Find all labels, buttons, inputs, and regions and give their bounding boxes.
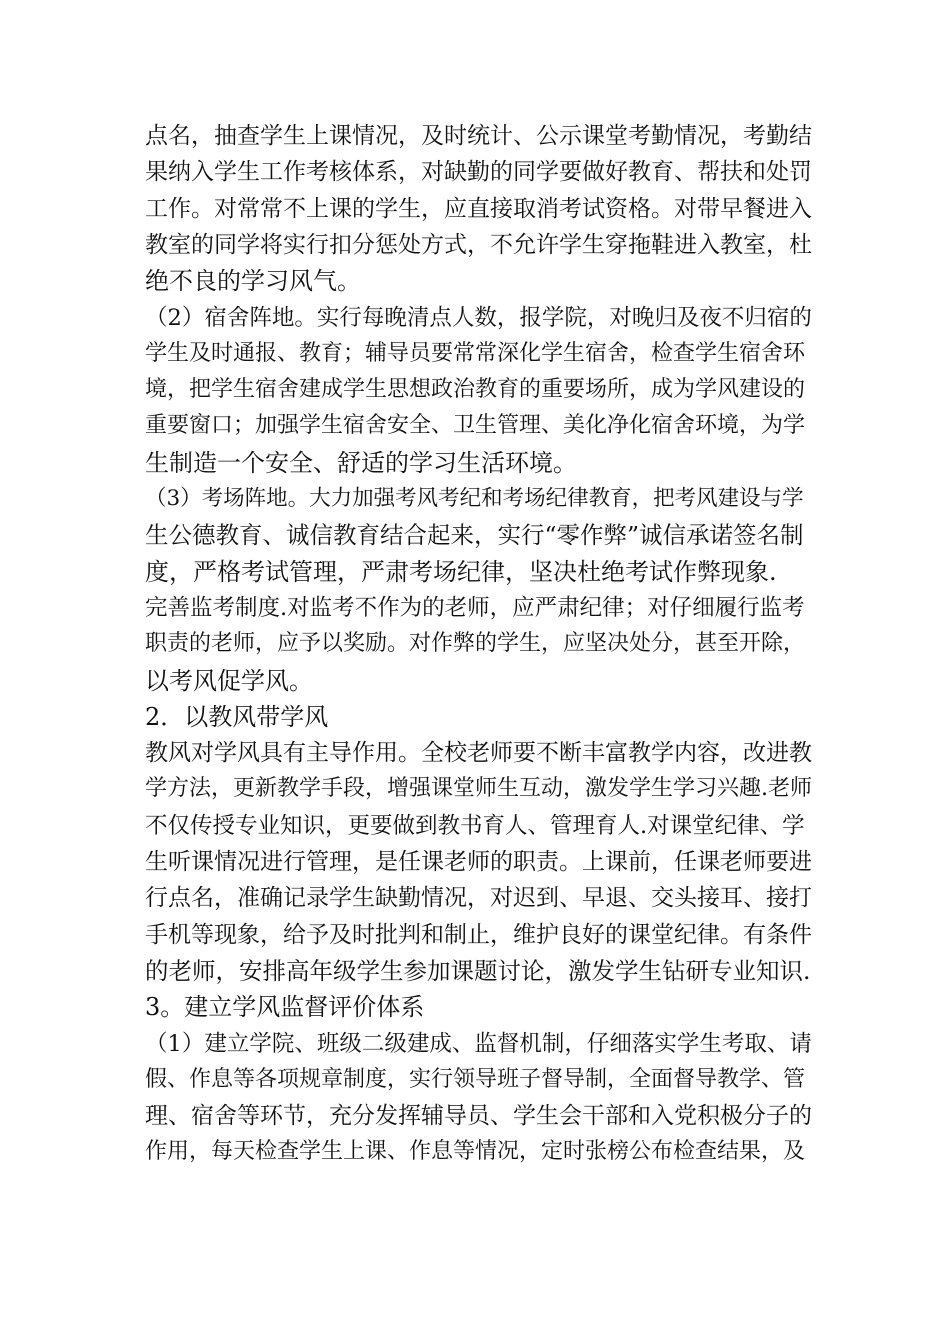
text-line: （3）考场阵地。大力加强考风考纪和考场纪律教育，把考风建设与学 [145, 486, 804, 511]
text-line: （1）建立学院、班级二级建成、监督机制，仔细落实学生考取、请 [145, 1030, 812, 1057]
text-line: 生制造一个安全、舒适的学习生活环境。 [145, 448, 577, 477]
text-line: 果纳入学生工作考核体系，对缺勤的同学要做好教育、帮扶和处罚 [145, 159, 812, 186]
text-line: 点名，抽查学生上课情况，及时统计、公示课堂考勤情况，考勤结 [145, 123, 812, 149]
text-line: 教风对学风具有主导作用。全校老师要不断丰富教学内容，改进教 [145, 740, 812, 767]
text-line: 2．以教风带学风 [145, 702, 329, 731]
text-line: 行点名，准确记录学生缺勤情况，对迟到、早退、交头接耳、接打 [145, 885, 812, 912]
text-line: 学生及时通报、教育；辅导员要常常深化学生宿舍，检查学生宿舍环 [145, 340, 806, 366]
text-line: 手机等现象，给予及时批判和制止，维护良好的课堂纪律。有条件 [145, 921, 812, 948]
text-line: 3。建立学风监督评价体系 [145, 993, 425, 1022]
text-line: 度，严格考试管理，严肃考场纪律，坚决杜绝考试作弊现象. [145, 557, 777, 586]
text-line: 生听课情况进行管理，是任课老师的职责。上课前，任课老师要进 [145, 849, 812, 875]
text-line: 教室的同学将实行扣分惩处方式，不允许学生穿拖鞋进入教室，杜 [145, 231, 812, 258]
text-line: 学方法，更新教学手段，增强课堂师生互动，激发学生学习兴趣.老师 [145, 776, 812, 802]
text-line: （2）宿舍阵地。实行每晚清点人数，报学院，对晚归及夜不归宿的 [145, 304, 812, 331]
text-line: 假、作息等各项规章制度，实行领导班子督导制，全面督导教学、管 [145, 1066, 806, 1092]
text-line: 境，把学生宿舍建成学生思想政治教育的重要场所，成为学风建设的 [145, 377, 806, 403]
text-line: 完善监考制度.对监考不作为的老师，应严肃纪律；对仔细履行监考 [145, 594, 805, 621]
text-line: 理、宿舍等环节，充分发挥辅导员、学生会干部和入党积极分子的 [145, 1103, 812, 1130]
text-line: 工作。对常常不上课的学生，应直接取消考试资格。对带早餐进入 [145, 195, 812, 222]
text-line: 重要窗口；加强学生宿舍安全、卫生管理、美化净化宿舍环境，为学 [145, 413, 806, 439]
text-line: 生公德教育、诚信教育结合起来，实行“零作弊”诚信承诺签名制 [145, 521, 804, 550]
text-line: 职责的老师，应予以奖励。对作弊的学生，应坚决处分，甚至开除， [145, 631, 806, 657]
text-line: 绝不良的学习风气。 [145, 267, 361, 296]
text-line: 以考风促学风。 [145, 666, 313, 695]
text-line: 不仅传授专业知识，更要做到教书育人、管理育人.对课堂纪律、学 [145, 812, 805, 839]
text-line: 的老师，安排高年级学生参加课题讨论，激发学生钻研专业知识. [145, 956, 811, 985]
text-line: 作用，每天检查学生上课、作息等情况，定时张榜公布检查结果，及 [145, 1139, 806, 1165]
